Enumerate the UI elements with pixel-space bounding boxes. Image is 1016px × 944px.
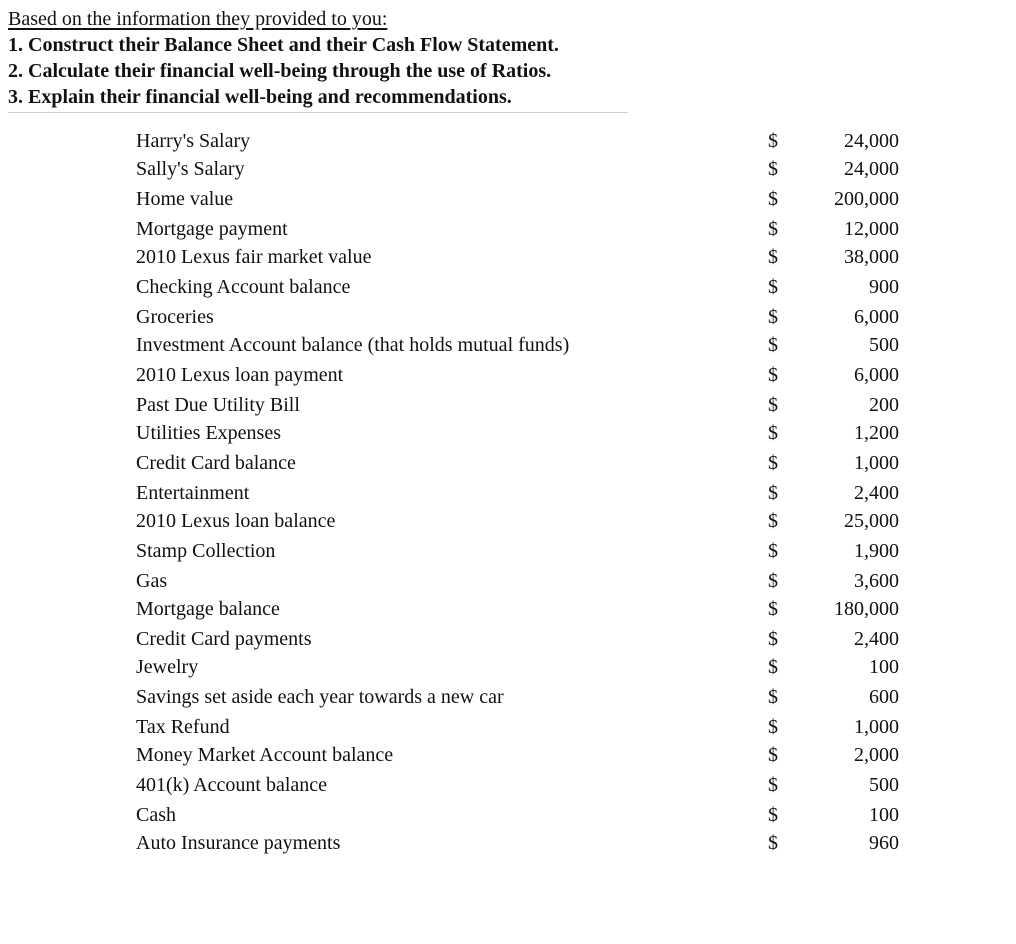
item-label: Credit Card payments	[136, 628, 312, 650]
currency-symbol: $	[768, 744, 778, 766]
table-row	[0, 740, 1016, 770]
item-amount: 1,900	[854, 540, 899, 562]
item-amount: 6,000	[854, 364, 899, 386]
currency-symbol: $	[768, 774, 778, 796]
currency-symbol: $	[768, 482, 778, 504]
currency-symbol: $	[768, 188, 778, 210]
currency-symbol: $	[768, 394, 778, 416]
table-row	[0, 624, 1016, 654]
item-label: 401(k) Account balance	[136, 774, 328, 796]
table-row	[0, 682, 1016, 712]
item-amount: 200,000	[834, 188, 899, 210]
item-label: Home value	[136, 188, 234, 210]
currency-symbol: $	[768, 832, 778, 854]
currency-symbol: $	[768, 422, 778, 444]
item-amount: 180,000	[834, 598, 899, 620]
item-amount: 960	[869, 832, 899, 854]
currency-symbol: $	[768, 570, 778, 592]
table-row	[0, 126, 1016, 156]
item-label: Entertainment	[136, 482, 250, 504]
table-row	[0, 594, 1016, 624]
intro-text: Based on the information they provided to you:	[8, 8, 388, 30]
currency-symbol: $	[768, 540, 778, 562]
item-amount: 1,000	[854, 452, 899, 474]
item-label: Stamp Collection	[136, 540, 276, 562]
currency-symbol: $	[768, 804, 778, 826]
item-amount: 100	[869, 656, 899, 678]
currency-symbol: $	[768, 656, 778, 678]
item-amount: 12,000	[844, 218, 899, 240]
table-row	[0, 506, 1016, 536]
table-row	[0, 770, 1016, 800]
item-label: Mortgage balance	[136, 598, 280, 620]
item-label: Credit Card balance	[136, 452, 296, 474]
table-row	[0, 712, 1016, 742]
item-label: Sally's Salary	[136, 158, 245, 180]
item-amount: 500	[869, 334, 899, 356]
instruction-3: 3. Explain their financial well-being and recommendations.	[8, 86, 512, 108]
item-amount: 6,000	[854, 306, 899, 328]
item-label: Past Due Utility Bill	[136, 394, 300, 416]
table-row	[0, 418, 1016, 448]
item-label: Gas	[136, 570, 168, 592]
table-row	[0, 302, 1016, 332]
currency-symbol: $	[768, 130, 778, 152]
table-row	[0, 360, 1016, 390]
item-label: Cash	[136, 804, 176, 826]
table-row	[0, 566, 1016, 596]
instruction-2: 2. Calculate their financial well-being through the use of Ratios.	[8, 60, 552, 82]
item-label: Mortgage payment	[136, 218, 288, 240]
item-amount: 600	[869, 686, 899, 708]
table-row	[0, 652, 1016, 682]
table-row	[0, 242, 1016, 272]
table-row	[0, 478, 1016, 508]
item-label: Money Market Account balance	[136, 744, 394, 766]
table-row	[0, 330, 1016, 360]
item-label: 2010 Lexus loan payment	[136, 364, 344, 386]
item-label: Jewelry	[136, 656, 199, 678]
item-amount: 24,000	[844, 130, 899, 152]
currency-symbol: $	[768, 158, 778, 180]
table-row	[0, 154, 1016, 184]
item-label: Checking Account balance	[136, 276, 351, 298]
table-row	[0, 272, 1016, 302]
item-amount: 24,000	[844, 158, 899, 180]
item-amount: 2,400	[854, 628, 899, 650]
table-row	[0, 184, 1016, 214]
currency-symbol: $	[768, 334, 778, 356]
item-amount: 1,200	[854, 422, 899, 444]
table-row	[0, 828, 1016, 858]
currency-symbol: $	[768, 716, 778, 738]
instruction-1: 1. Construct their Balance Sheet and their Cash Flow Statement.	[8, 34, 559, 56]
item-amount: 500	[869, 774, 899, 796]
item-label: Investment Account balance (that holds mutual funds)	[136, 334, 570, 356]
currency-symbol: $	[768, 598, 778, 620]
table-row	[0, 800, 1016, 830]
item-amount: 900	[869, 276, 899, 298]
item-label: 2010 Lexus fair market value	[136, 246, 372, 268]
currency-symbol: $	[768, 686, 778, 708]
table-row	[0, 390, 1016, 420]
item-amount: 25,000	[844, 510, 899, 532]
item-label: Savings set aside each year towards a new car	[136, 686, 504, 708]
table-row	[0, 536, 1016, 566]
currency-symbol: $	[768, 276, 778, 298]
item-amount: 1,000	[854, 716, 899, 738]
item-amount: 2,000	[854, 744, 899, 766]
currency-symbol: $	[768, 364, 778, 386]
item-amount: 3,600	[854, 570, 899, 592]
item-label: Harry's Salary	[136, 130, 251, 152]
currency-symbol: $	[768, 510, 778, 532]
currency-symbol: $	[768, 306, 778, 328]
instructions-header	[8, 6, 628, 113]
item-label: 2010 Lexus loan balance	[136, 510, 336, 532]
item-label: Utilities Expenses	[136, 422, 281, 444]
item-label: Tax Refund	[136, 716, 230, 738]
currency-symbol: $	[768, 218, 778, 240]
currency-symbol: $	[768, 628, 778, 650]
item-amount: 100	[869, 804, 899, 826]
table-row	[0, 448, 1016, 478]
currency-symbol: $	[768, 246, 778, 268]
item-amount: 200	[869, 394, 899, 416]
item-amount: 38,000	[844, 246, 899, 268]
item-amount: 2,400	[854, 482, 899, 504]
table-row	[0, 214, 1016, 244]
currency-symbol: $	[768, 452, 778, 474]
item-label: Groceries	[136, 306, 214, 328]
item-label: Auto Insurance payments	[136, 832, 341, 854]
